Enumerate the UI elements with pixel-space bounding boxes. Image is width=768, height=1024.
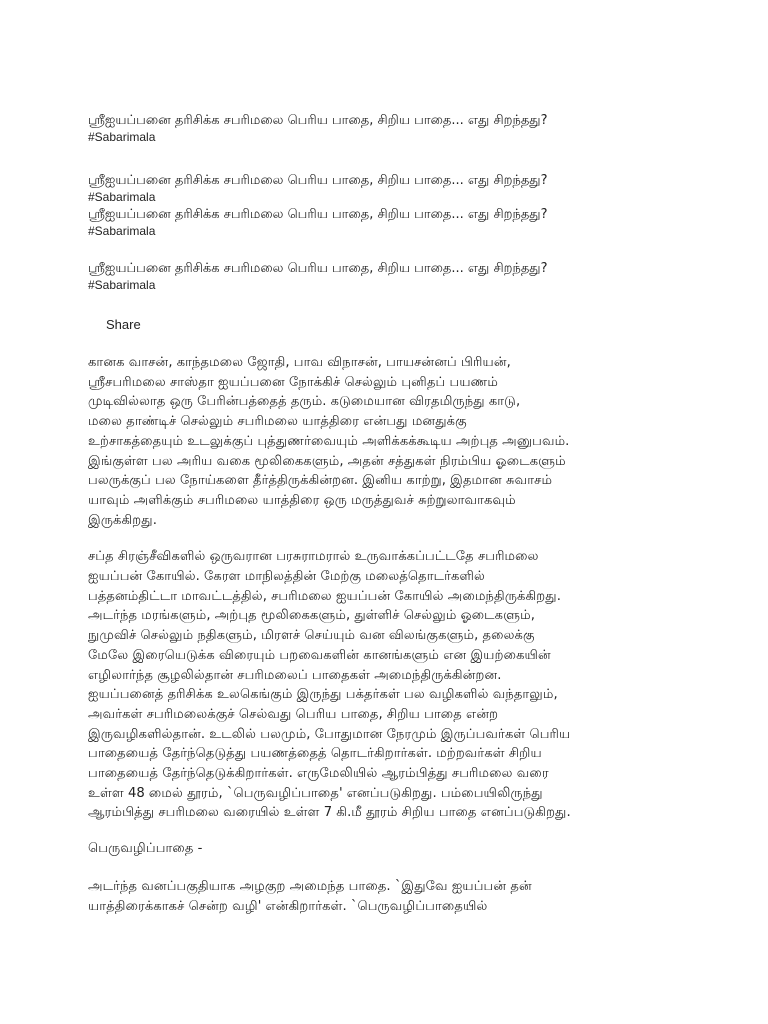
paragraph-line: யாவும் அளிக்கும் சபரிமலை யாத்திரை ஒரு மருத்துவச் சுற்றுலாவாகவும் [88, 492, 516, 508]
paragraph-line: ஐயப்பன் கோயில். கேரள மாநிலத்தின் மேற்கு மலைத்தொடர்களில் [88, 569, 486, 585]
article [88, 112, 708, 916]
title-block-3 [88, 206, 708, 240]
paragraph-line: இங்குள்ள பல அரிய வகை மூலிகைகளும், அதன் சத்துகள் நிரம்பிய ஓடைகளும் [88, 453, 566, 469]
paragraph-line: சப்த சிரஞ்சீவிகளில் ஒருவரான பரசுராமரால் உருவாக்கப்பட்டதே சபரிமலை [88, 549, 539, 565]
paragraph-line: ஐயப்பனைத் தரிசிக்க உலகெங்கும் இருந்து பக்தர்கள் பல வழிகளில் வந்தாலும், [88, 687, 558, 703]
paragraph-line: பாதையைத் தேர்ந்தெடுத்து பயணத்தைத் தொடர்கிறார்கள். மற்றவர்கள் சிறிய [88, 746, 542, 762]
paragraph-line: முடிவில்லாத ஒரு பேரின்பத்தைத் தரும். கடுமையான விரதமிருந்து காடு, [88, 394, 521, 410]
paragraph-history [88, 547, 708, 823]
article-title: ஸ்ரீஐயப்பனை தரிசிக்க சபரிமலை பெரிய பாதை, சிறிய பாதை... எது சிறந்தது? [88, 173, 548, 188]
paragraph-line: அவர்கள் சபரிமலைக்குச் செல்வது பெரிய பாதை, சிறிய பாதை என்ற [88, 706, 499, 722]
paragraph-line: உற்சாகத்தையும் உடலுக்குப் புத்துணர்வையும் அளிக்கக்கூடிய அற்புத அனுபவம். [88, 433, 570, 449]
article-title: ஸ்ரீஐயப்பனை தரிசிக்க சபரிமலை பெரிய பாதை, சிறிய பாதை... எது சிறந்தது? [88, 261, 548, 276]
title-block-1 [88, 112, 708, 146]
paragraph-line: மேலே இரையெடுக்க விரையும் பறவைகளின் கானங்களும் என இயற்கையின் [88, 647, 551, 663]
paragraph-line: பத்தனம்திட்டா மாவட்டத்தில், சபரிமலை ஐயப்பன் கோயில் அமைந்திருக்கிறது. [88, 588, 561, 604]
paragraph-big-path [88, 877, 708, 916]
paragraph-line: அடர்ந்த மரங்களும், அற்புத மூலிகைகளும், துள்ளிச் செல்லும் ஓடைகளும், [88, 608, 535, 624]
hashtag-link[interactable]: #Sabarimala [88, 190, 156, 204]
paragraph-line: இருவழிகளில்தான். உடலில் பலமும், போதுமான நேரமும் இருப்பவர்கள் பெரிய [88, 726, 571, 742]
title-block-2 [88, 172, 708, 206]
hashtag-link[interactable]: #Sabarimala [88, 278, 156, 292]
article-title: ஸ்ரீஐயப்பனை தரிசிக்க சபரிமலை பெரிய பாதை, சிறிய பாதை... எது சிறந்தது? [88, 207, 548, 222]
paragraph-line: யாத்திரைக்காகச் சென்ற வழி' என்கிறார்கள். `பெருவழிப்பாதையில் [88, 898, 488, 914]
paragraph-line: அடர்ந்த வனப்பகுதியாக அழகுற அமைந்த பாதை. `இதுவே ஐயப்பன் தன் [88, 878, 532, 894]
paragraph-line: மலை தாண்டிச் செல்லும் சபரிமலை யாத்திரை என்பது மனதுக்கு [88, 414, 467, 430]
paragraph-line: பலருக்குப் பல நோய்களை தீர்த்திருக்கின்றன. இனிய காற்று, இதமான சுவாசம் [88, 473, 553, 489]
paragraph-line: கானக வாசன், காந்தமலை ஜோதி, பாவ விநாசன், பாயசன்னப் பிரியன், [88, 355, 511, 370]
paragraph-line: உள்ள 48 மைல் தூரம், `பெருவழிப்பாதை' எனப்படுகிறது. பம்பையிலிருந்து [88, 785, 543, 801]
paragraph-intro [88, 353, 708, 530]
title-block-4 [88, 260, 708, 294]
paragraph-line: ஆரம்பித்து சபரிமலை வரையில் உள்ள 7 கி.மீ தூரம் சிறிய பாதை எனப்படுகிறது. [88, 805, 571, 821]
hashtag-link[interactable]: #Sabarimala [88, 130, 156, 144]
paragraph-line: இருக்கிறது. [88, 512, 157, 528]
share-button[interactable]: Share [106, 317, 141, 332]
article-title: ஸ்ரீஐயப்பனை தரிசிக்க சபரிமலை பெரிய பாதை, சிறிய பாதை... எது சிறந்தது? [88, 113, 548, 128]
hashtag-link[interactable]: #Sabarimala [88, 224, 156, 238]
paragraph-line: பாதையைத் தேர்ந்தெடுக்கிறார்கள். எருமேலியில் ஆரம்பித்து சபரிமலை வரை [88, 766, 549, 782]
paragraph-line: ஸ்ரீசபரிமலை சாஸ்தா ஐயப்பனை நோக்கிச் செல்லும் புனிதப் பயணம் [88, 374, 499, 390]
section-heading: பெருவழிப்பாதை - [88, 841, 203, 857]
paragraph-line: எழிலார்ந்த சூழலில்தான் சபரிமலைப் பாதைகள் அமைந்திருக்கின்றன. [88, 667, 502, 683]
paragraph-line: நுமுவிச் செல்லும் நதிகளும், மிரளச் செய்யும் வன விலங்குகளும், தலைக்கு [88, 628, 535, 644]
